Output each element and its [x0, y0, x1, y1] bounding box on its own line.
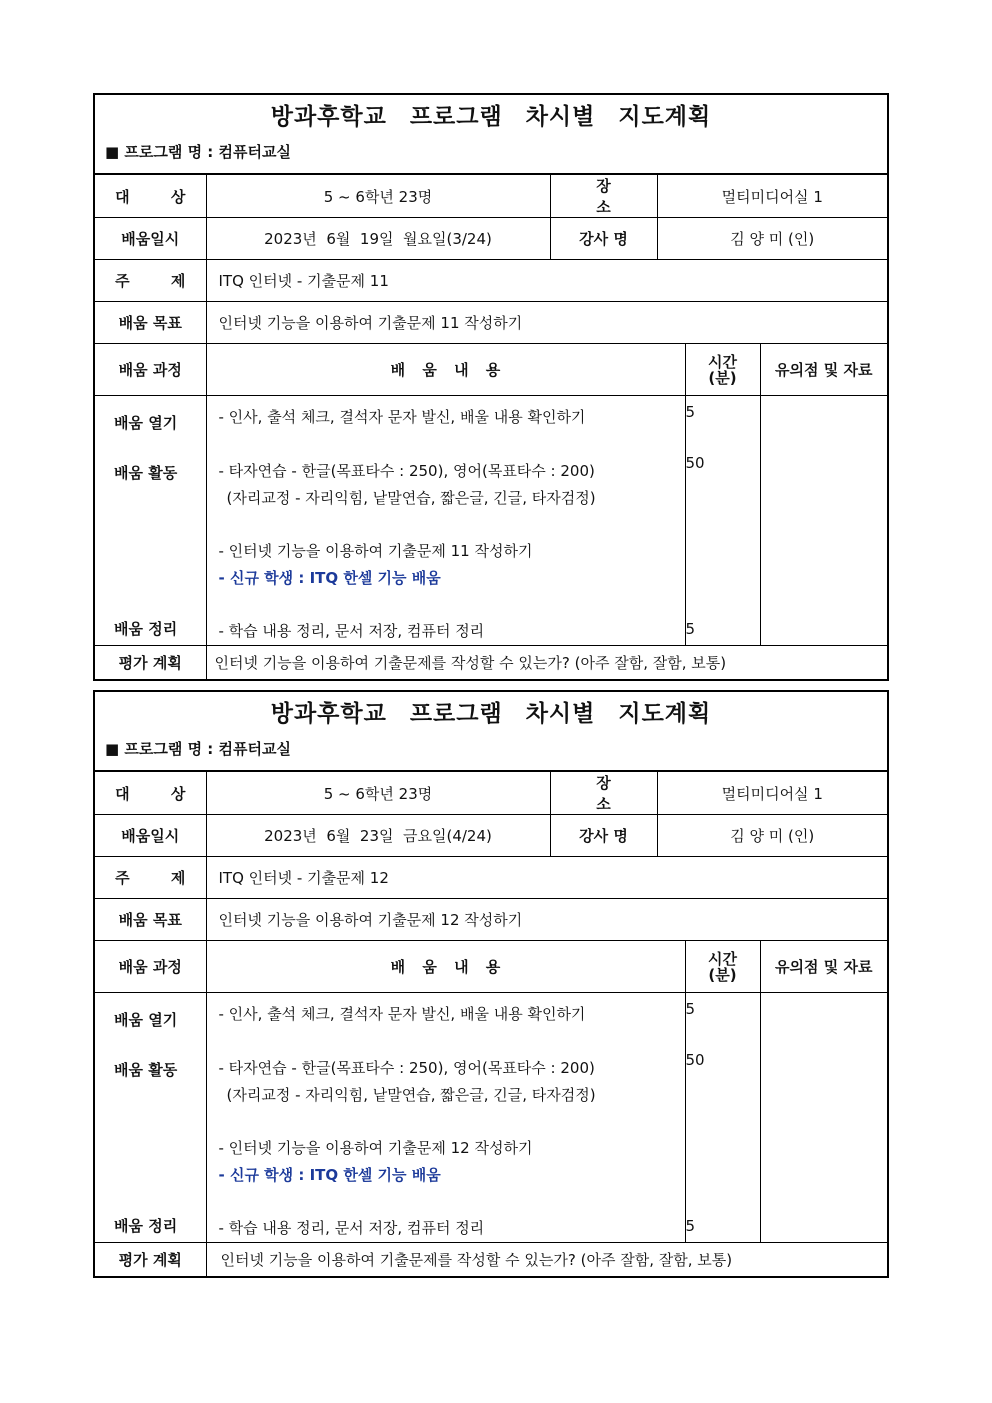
subject-value: ITQ 인터넷 - 기출문제 12 — [206, 857, 887, 899]
target-value: 5 ~ 6학년 23명 — [206, 772, 550, 815]
content-activity-exam: - 인터넷 기능을 이용하여 기출문제 11 작성하기 — [218, 542, 533, 560]
subject-label: 주 제 — [95, 857, 206, 899]
date-label: 배움일시 — [95, 815, 206, 857]
content-activity-detail: (자리교정 - 자리익힘, 낱말연습, 짧은글, 긴글, 타자검정) — [226, 1086, 596, 1104]
program-name: ■ 프로그램 명 : 컴퓨터교실 — [95, 736, 887, 771]
time-header — [685, 941, 760, 993]
goal-label: 배움 목표 — [95, 899, 206, 941]
time-column: 5 50 5 — [685, 993, 760, 1243]
eval-value: 인터넷 기능을 이용하여 기출문제를 작성할 수 있는가? (아주 잘함, 잘함, 보통) — [206, 1243, 887, 1277]
step-open: 배움 열기 — [114, 1011, 178, 1029]
plan-title: 방과후학교 프로그램 차시별 지도계획 — [270, 701, 712, 727]
teacher-value: 김 양 미 (인) — [657, 218, 887, 260]
plan-title: 방과후학교 프로그램 차시별 지도계획 — [270, 104, 712, 130]
content-label: 배 움 내 용 — [206, 941, 685, 993]
content-activity-detail: (자리교정 - 자리익힘, 낱말연습, 짧은글, 긴글, 타자검정) — [226, 489, 596, 507]
subject-value: ITQ 인터넷 - 기출문제 11 — [206, 260, 887, 302]
content-column — [206, 396, 685, 646]
content-activity-exam: - 인터넷 기능을 이용하여 기출문제 12 작성하기 — [218, 1139, 533, 1157]
date-value: 2023년 6월 19일 월요일(3/24) — [206, 218, 550, 260]
time-header — [685, 344, 760, 396]
time-column: 5 50 5 — [685, 396, 760, 646]
time-label: 시간 — [708, 949, 737, 968]
teacher-label: 강사 명 — [550, 218, 657, 260]
goal-value: 인터넷 기능을 이용하여 기출문제 11 작성하기 — [206, 302, 887, 344]
time-label: 시간 — [708, 352, 737, 371]
eval-label: 평가 계획 — [95, 646, 206, 680]
content-column — [206, 993, 685, 1243]
content-close: - 학습 내용 정리, 문서 저장, 컴퓨터 정리 — [218, 622, 485, 640]
teacher-label: 강사 명 — [550, 815, 657, 857]
step-close: 배움 정리 — [114, 1217, 178, 1235]
process-column — [95, 396, 206, 646]
goal-value: 인터넷 기능을 이용하여 기출문제 12 작성하기 — [206, 899, 887, 941]
date-value: 2023년 6월 23일 금요일(4/24) — [206, 815, 550, 857]
notes-label: 유의점 및 자료 — [760, 344, 887, 396]
lesson-plan-2 — [93, 690, 889, 1278]
lesson-plan-1 — [93, 93, 889, 681]
step-close: 배움 정리 — [114, 620, 178, 638]
content-activity-typing: - 타자연습 - 한글(목표타수 : 250), 영어(목표타수 : 200) — [218, 462, 595, 480]
content-open: - 인사, 출석 체크, 결석자 문자 발신, 배울 내용 확인하기 — [218, 408, 586, 426]
content-open: - 인사, 출석 체크, 결석자 문자 발신, 배울 내용 확인하기 — [218, 1005, 586, 1023]
notes-label: 유의점 및 자료 — [760, 941, 887, 993]
target-label: 대 상 — [95, 772, 206, 815]
subject-label: 주 제 — [95, 260, 206, 302]
goal-label: 배움 목표 — [95, 302, 206, 344]
place-label: 장 소 — [550, 772, 657, 815]
step-activity: 배움 활동 — [114, 464, 178, 482]
process-column — [95, 993, 206, 1243]
teacher-value: 김 양 미 (인) — [657, 815, 887, 857]
process-label: 배움 과정 — [95, 941, 206, 993]
content-activity-typing: - 타자연습 - 한글(목표타수 : 250), 영어(목표타수 : 200) — [218, 1059, 595, 1077]
eval-label: 평가 계획 — [95, 1243, 206, 1277]
place-label: 장 소 — [550, 175, 657, 218]
eval-value: 인터넷 기능을 이용하여 기출문제를 작성할 수 있는가? (아주 잘함, 잘함, 보통) — [206, 646, 887, 680]
content-label: 배 움 내 용 — [206, 344, 685, 396]
program-name: ■ 프로그램 명 : 컴퓨터교실 — [95, 139, 887, 174]
place-value: 멀티미디어실 1 — [657, 175, 887, 218]
time-unit: (분) — [708, 368, 737, 387]
target-value: 5 ~ 6학년 23명 — [206, 175, 550, 218]
date-label: 배움일시 — [95, 218, 206, 260]
notes-column — [760, 396, 887, 646]
step-activity: 배움 활동 — [114, 1061, 178, 1079]
plan-table — [95, 174, 887, 680]
process-label: 배움 과정 — [95, 344, 206, 396]
content-close: - 학습 내용 정리, 문서 저장, 컴퓨터 정리 — [218, 1219, 485, 1237]
target-label: 대 상 — [95, 175, 206, 218]
content-activity-new-student: - 신규 학생 : ITQ 한셀 기능 배움 — [218, 1166, 441, 1184]
time-unit: (분) — [708, 965, 737, 984]
place-value: 멀티미디어실 1 — [657, 772, 887, 815]
step-open: 배움 열기 — [114, 414, 178, 432]
plan-table — [95, 771, 887, 1277]
content-activity-new-student: - 신규 학생 : ITQ 한셀 기능 배움 — [218, 569, 441, 587]
notes-column — [760, 993, 887, 1243]
